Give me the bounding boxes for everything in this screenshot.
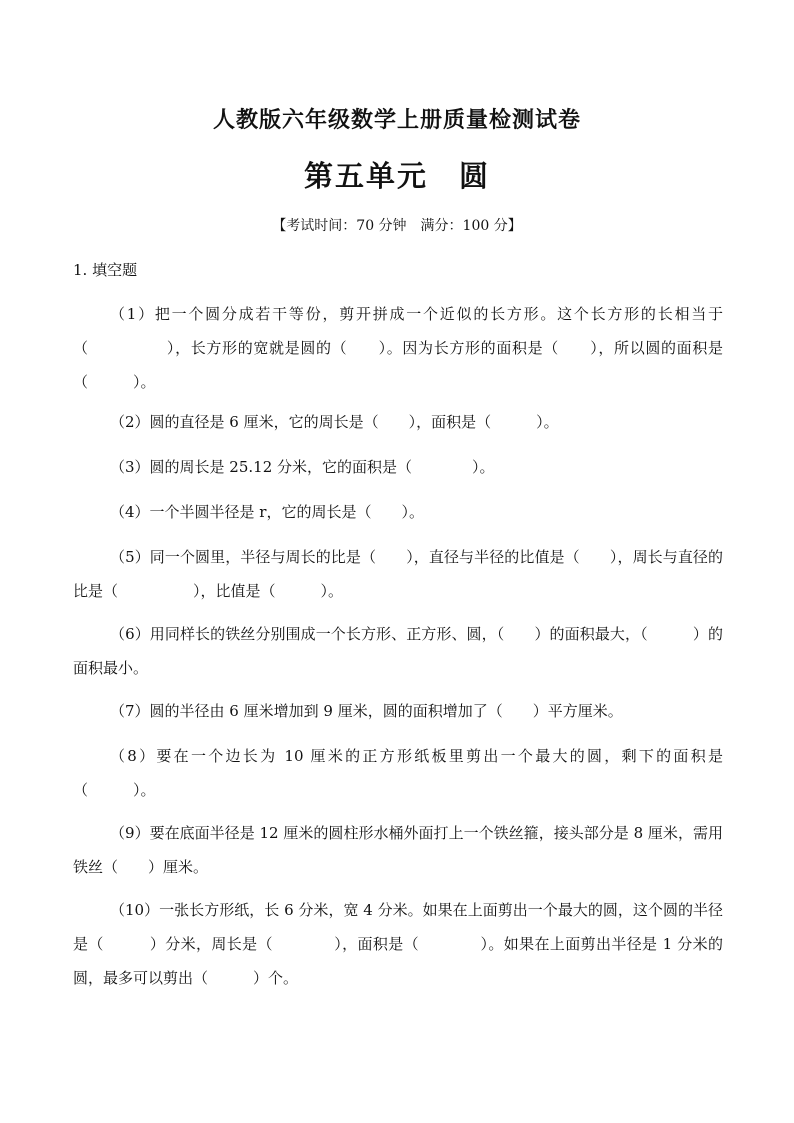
question-7: （7）圆的半径由 6 厘米增加到 9 厘米，圆的面积增加了（ ）平方厘米。	[110, 702, 623, 720]
section-heading: 1. 填空题	[73, 261, 138, 279]
exam-info: 【考试时间：70 分钟 满分：100 分】	[272, 218, 522, 234]
exam-title: 人教版六年级数学上册质量检测试卷	[212, 107, 581, 133]
question-6: （6）用同样长的铁丝分别围成一个长方形、正方形、圆，（ ）的面积最大，（ ）的面积最小。	[73, 625, 723, 677]
question-5: （5）同一个圆里，半径与周长的比是（ ），直径与半径的比值是（ ），周长与直径的比是（ ），比值是（ ）。	[73, 548, 723, 600]
question-8: （8）要在一个边长为 10 厘米的正方形纸板里剪出一个最大的圆，剩下的面积是（ ）。	[73, 747, 723, 799]
question-9: （9）要在底面半径是 12 厘米的圆柱形水桶外面打上一个铁丝箍，接头部分是 8 厘米，需用铁丝（ ）厘米。	[73, 824, 723, 876]
question-1: （1）把一个圆分成若干等份，剪开拼成一个近似的长方形。这个长方形的长相当于（ ），长方形的宽就是圆的（ ）。因为长方形的面积是（ ），所以圆的面积是（ ）。	[73, 305, 723, 391]
question-10: （10）一张长方形纸，长 6 分米，宽 4 分米。如果在上面剪出一个最大的圆，这个圆的半径是（ ）分米，周长是（ ），面积是（ ）。如果在上面剪出半径是 1 分米的圆，最多可以剪出（ ）个。	[73, 901, 724, 987]
question-3: （3）圆的周长是 25.12 分米，它的面积是（ ）。	[110, 458, 495, 476]
question-2: （2）圆的直径是 6 厘米，它的周长是（ ），面积是（ ）。	[110, 413, 559, 431]
unit-title: 第五单元 圆	[303, 159, 490, 193]
question-4: （4）一个半圆半径是 r，它的周长是（ ）。	[110, 503, 424, 521]
